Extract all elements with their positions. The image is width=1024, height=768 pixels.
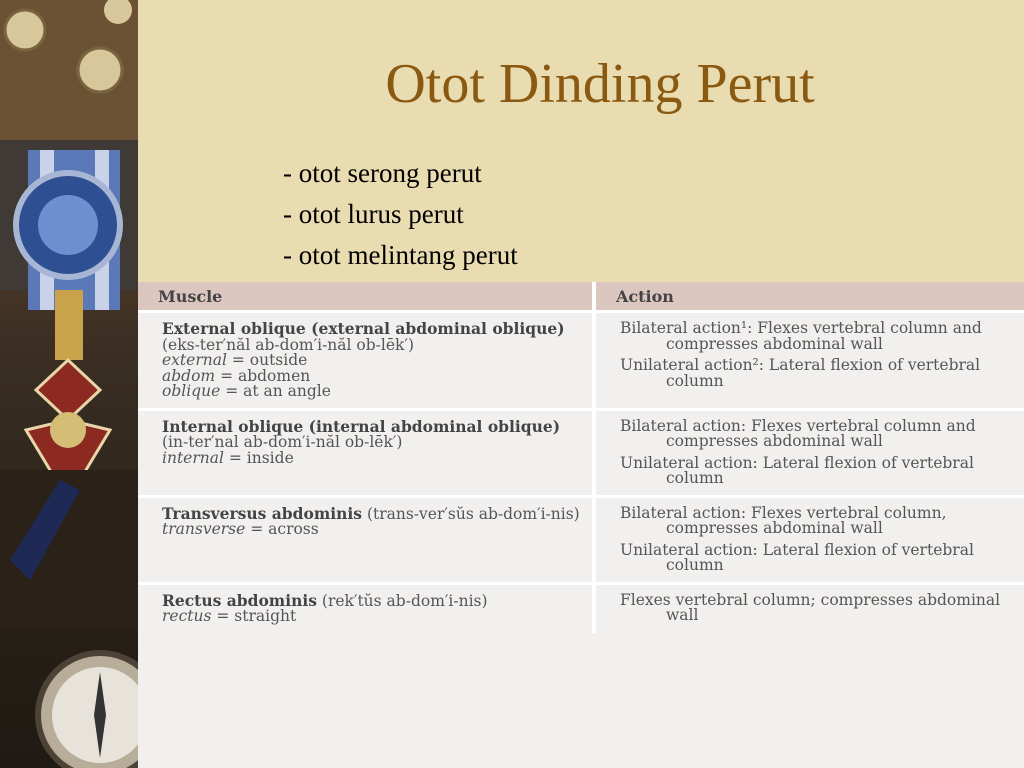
muscle-cell — [138, 583, 594, 633]
action-text: Flexes vertebral column; compresses abdominal wall — [620, 590, 1001, 624]
action-text: Unilateral action: Lateral flexion of vertebral column — [620, 540, 974, 574]
muscle-cell — [138, 496, 594, 583]
table-row — [138, 312, 1024, 410]
bullet-list — [283, 153, 518, 276]
table-row — [138, 409, 1024, 496]
action-text: Unilateral action: Lateral flexion of vertebral column — [620, 453, 974, 487]
muscle-pronunciation: (in-ter′nal ab-dom′i-năl ob-lēk′) — [162, 433, 403, 451]
etymology-line: rectus = straight — [162, 607, 297, 625]
etymology-line: oblique = at an angle — [162, 382, 331, 400]
bullet-item: - otot serong perut — [283, 158, 482, 188]
etymology-line: internal = inside — [162, 448, 294, 467]
muscle-pronunciation: (rek′tŭs ab-dom′i-nis) — [321, 591, 488, 610]
column-header-action: Action — [594, 282, 1024, 312]
muscle-pronunciation: (trans-ver′sŭs ab-dom′i-nis) — [366, 504, 580, 523]
muscle-cell — [138, 312, 594, 410]
slide-title: Otot Dinding Perut — [385, 53, 815, 115]
action-text: Bilateral action: Flexes vertebral column, compresses abdominal wall — [620, 503, 947, 537]
muscle-name: Rectus abdominis — [162, 590, 317, 610]
table-row — [138, 496, 1024, 583]
bullet-item: - otot melintang perut — [283, 240, 518, 270]
etymology-line: transverse = across — [162, 520, 319, 538]
table-header-row — [138, 282, 1024, 312]
column-header-muscle: Muscle — [138, 282, 594, 312]
etymology-line: abdom = abdomen — [162, 366, 311, 385]
action-cell — [594, 583, 1024, 633]
muscle-table-image — [138, 282, 1024, 768]
bullet-item: - otot lurus perut — [283, 199, 464, 229]
action-text: Bilateral action: Flexes vertebral column and compresses abdominal wall — [620, 416, 976, 450]
action-cell — [594, 409, 1024, 496]
action-cell — [594, 496, 1024, 583]
medal-compass-illustration — [0, 0, 138, 768]
decorative-sidebar-image — [0, 0, 138, 768]
muscle-pronunciation: (eks-ter′năl ab-dom′i-năl ob-lēk′) — [162, 335, 414, 354]
action-text: Bilateral action¹: Flexes vertebral column and compresses abdominal wall — [620, 319, 982, 353]
muscle-name: Transversus abdominis — [162, 503, 362, 523]
etymology-line: external = outside — [162, 351, 308, 369]
muscle-name: External oblique (external abdominal oblique) — [162, 319, 565, 338]
action-cell — [594, 312, 1024, 410]
muscle-table — [138, 282, 1024, 633]
table-row — [138, 583, 1024, 633]
muscle-name: Internal oblique (internal abdominal oblique) — [162, 416, 561, 436]
action-text: Unilateral action²: Lateral flexion of vertebral column — [620, 356, 981, 390]
muscle-cell — [138, 409, 594, 496]
